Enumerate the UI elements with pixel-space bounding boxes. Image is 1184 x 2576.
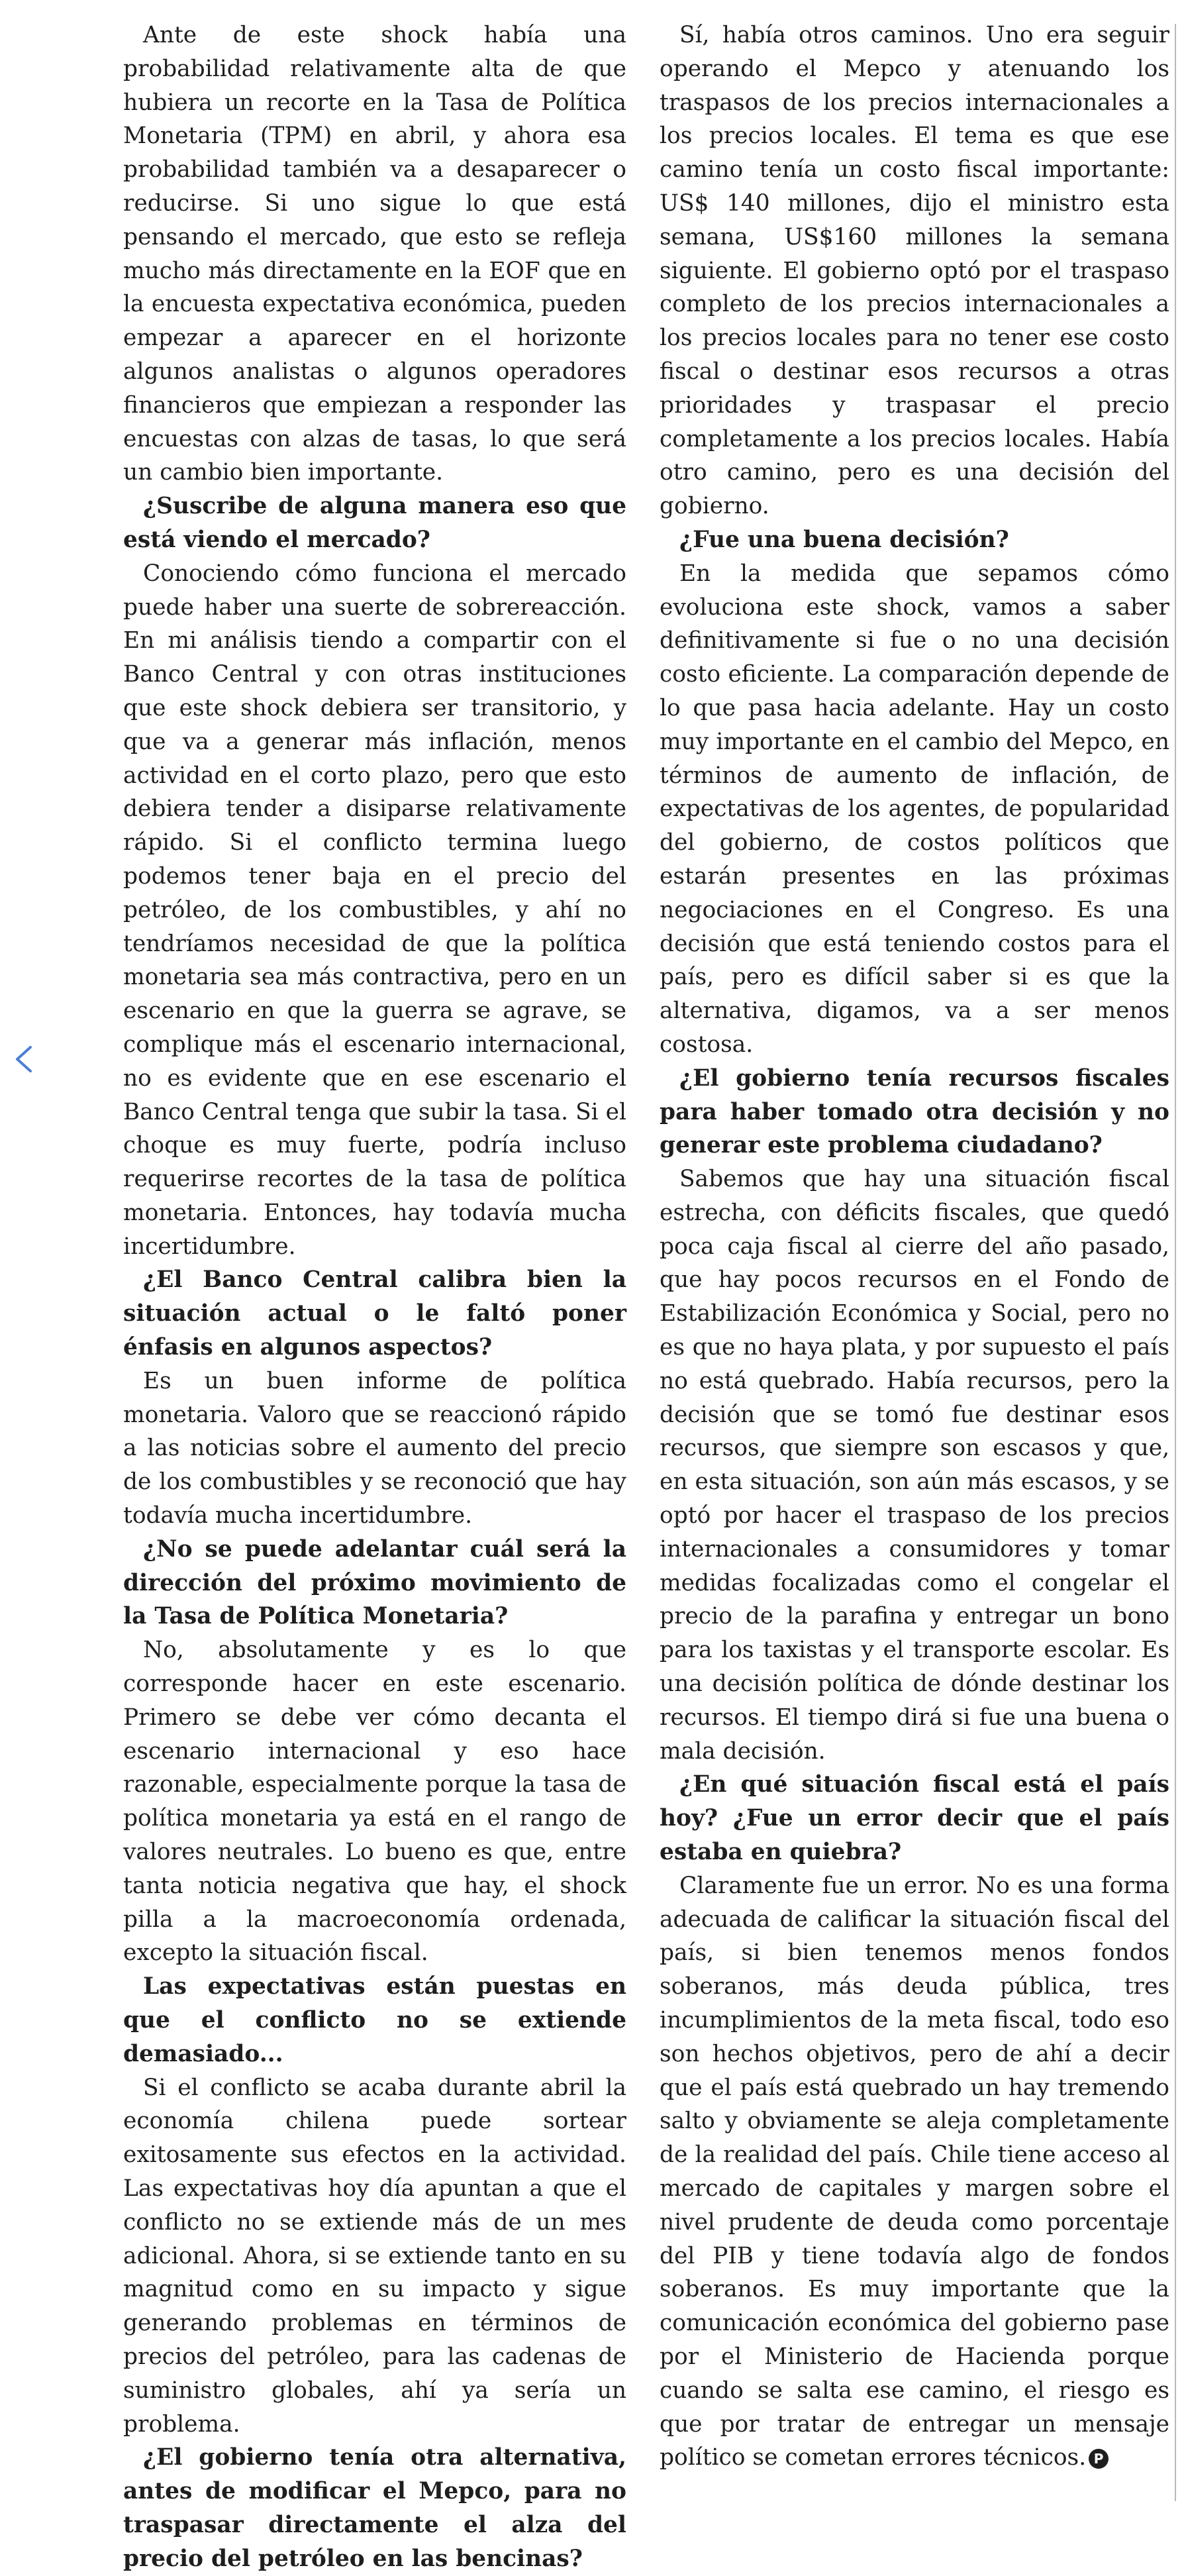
answer-paragraph: En la medida que sepamos cómo evoluciona este shock, vamos a saber definitivamente si fue o no una decisión costo eficiente. La comparación depende de lo que pasa hacia adelante. Hay un costo muy importante en el cambio del Mepco, en términos de aumento de inflación, de expectativas de los agentes, de popularidad del gobierno, de costos políticos que estarán presentes en las próximas negociaciones en el Congreso. Es una decisión que está teniendo costos para el país, pero es difícil saber si es que la alternativa, digamos, va a ser menos costosa. (660, 560, 1169, 1058)
answer-paragraph: Sí, había otros caminos. Uno era seguir operando el Mepco y atenuando los traspasos de los precios internacionales a los precios locales. El tema es que ese camino tenía un costo fiscal importante: US$ 140 millones, dijo el ministro esta semana, US$160 millones la semana siguiente. El gobierno optó por el traspaso completo de los precios internacionales a los precios locales para no tener ese costo fiscal o destinar esos recursos a otras prioridades y traspasar el precio completamente a los precios locales. Había otro camino, pero es una decisión del gobierno. (660, 22, 1169, 520)
column-divider (1175, 24, 1176, 2501)
answer-paragraph: Ante de este shock había una probabilidad relativamente alta de que hubiera un recorte en la Tasa de Política Monetaria (TPM) en abril, y ahora esa probabilidad también va a desaparecer o reducirse. Si uno sigue lo que está pensando el mercado, que esto se refleja mucho más directamente en la EOF que en la encuesta expectativa económica, pueden empezar a aparecer en el horizonte algunos analistas o algunos operadores financieros que empiezan a responder las encuestas con alzas de tasas, lo que será un cambio bien importante. (123, 22, 626, 486)
answer-paragraph: Conociendo cómo funciona el mercado puede haber una suerte de sobrereacción. En mi análisis tiendo a compartir con el Banco Central y con otras instituciones que este shock debiera ser transitorio, y que va a generar más inflación, menos actividad en el corto plazo, pero que esto debiera tender a disiparse relativamente rápido. Si el conflicto termina luego podemos tener baja en el precio del petróleo, de los combustibles, y ahí no tendríamos necesidad de que la política monetaria sea más contractiva, pero en un escenario en que la guerra se agrave, se complique más el escenario internacional, no es evidente que en ese escenario el Banco Central tenga que subir la tasa. Si el choque es muy fuerte, podría incluso requerirse recortes de la tasa de política monetaria. Entonces, hay todavía mucha incertidumbre. (123, 560, 626, 1260)
interview-question: ¿No se puede adelantar cuál será la dirección del próximo movimiento de la Tasa de Política Monetaria? (123, 1535, 626, 1630)
interview-question: ¿El Banco Central calibra bien la situación actual o le faltó poner énfasis en algunos aspectos? (123, 1266, 626, 1361)
answer-paragraph: Es un buen informe de política monetaria. Valoro que se reaccionó rápido a las noticias sobre el aumento del precio de los combustibles y se reconoció que hay todavía mucha incertidumbre. (123, 1367, 626, 1529)
answer-paragraph: No, absolutamente y es lo que corresponde hacer en este escenario. Primero se debe ver cómo decanta el escenario internacional y eso hace razonable, especialmente porque la tasa de política monetaria ya está en el rango de valores neutrales. Lo bueno es que, entre tanta noticia negativa que hay, el shock pilla a la macroeconomía ordenada, excepto la situación fiscal. (123, 1637, 626, 1967)
answer-text: Claramente fue un error. No es una forma adecuada de calificar la situación fiscal del país, si bien tenemos menos fondos soberanos, más deuda pública, tres incumplimientos de la meta fiscal, todo eso son hechos objetivos, pero de ahí a decir que el país está quebrado un hay tremendo salto y obviamente se aleja completamente de la realidad del país. Chile tiene acceso al mercado de capitales y margen sobre el nivel prudente de deuda como porcentaje del PIB y tiene todavía algo de fondos soberanos. Es muy importante que la comunicación económica del gobierno pase por el Ministerio de Hacienda porque cuando se salta ese camino, el riesgo es que por tratar de entregar un mensaje político se cometan errores técnicos. (660, 1872, 1169, 2471)
article-column-left (123, 19, 626, 2576)
interview-question: ¿Fue una buena decisión? (679, 526, 1009, 553)
answer-paragraph: Sabemos que hay una situación fiscal estrecha, con déficits fiscales, que quedó poca caja fiscal al cierre del año pasado, que hay pocos recursos en el Fondo de Estabilización Económica y Social, pero no es que no haya plata, y por supuesto el país no está quebrado. Había recursos, pero la decisión que se tomó fue destinar esos recursos, que siempre son escasos y que, en esta situación, son aún más escasos, y se optó por hacer el traspaso de los precios internacionales a consumidores y tomar medidas focalizadas como el congelar el precio de la parafina y entregar un bono para los taxistas y el transporte escolar. Es una decisión política de dónde destinar los recursos. El tiempo dirá si fue una buena o mala decisión. (660, 1166, 1169, 1765)
interview-question: ¿El gobierno tenía otra alternativa, antes de modificar el Mepco, para no traspasar directamente el alza del precio del petróleo en las bencinas? (123, 2444, 626, 2572)
chevron-left-icon[interactable] (12, 1043, 36, 1075)
answer-paragraph (660, 1869, 1169, 2475)
interview-question: ¿El gobierno tenía recursos fiscales para haber tomado otra decisión y no generar este problema ciudadano? (660, 1064, 1169, 1159)
article-column-right (660, 19, 1169, 2475)
interview-question: Las expectativas están puestas en que el conflicto no se extiende demasiado... (123, 1973, 626, 2067)
interview-question: ¿Suscribe de alguna manera eso que está viendo el mercado? (123, 493, 626, 553)
end-mark-icon: P (1089, 2449, 1109, 2469)
interview-question: ¿En qué situación fiscal está el país hoy? ¿Fue un error decir que el país estaba en quiebra? (660, 1771, 1169, 1866)
answer-paragraph: Si el conflicto se acaba durante abril la economía chilena puede sortear exitosamente sus efectos en la actividad. Las expectativas hoy día apuntan a que el conflicto no se extiende más de un mes adicional. Ahora, si se extiende tanto en su magnitud como en su impacto y sigue generando problemas en términos de precios del petróleo, para las cadenas de suministro globales, ahí ya sería un problema. (123, 2074, 626, 2438)
